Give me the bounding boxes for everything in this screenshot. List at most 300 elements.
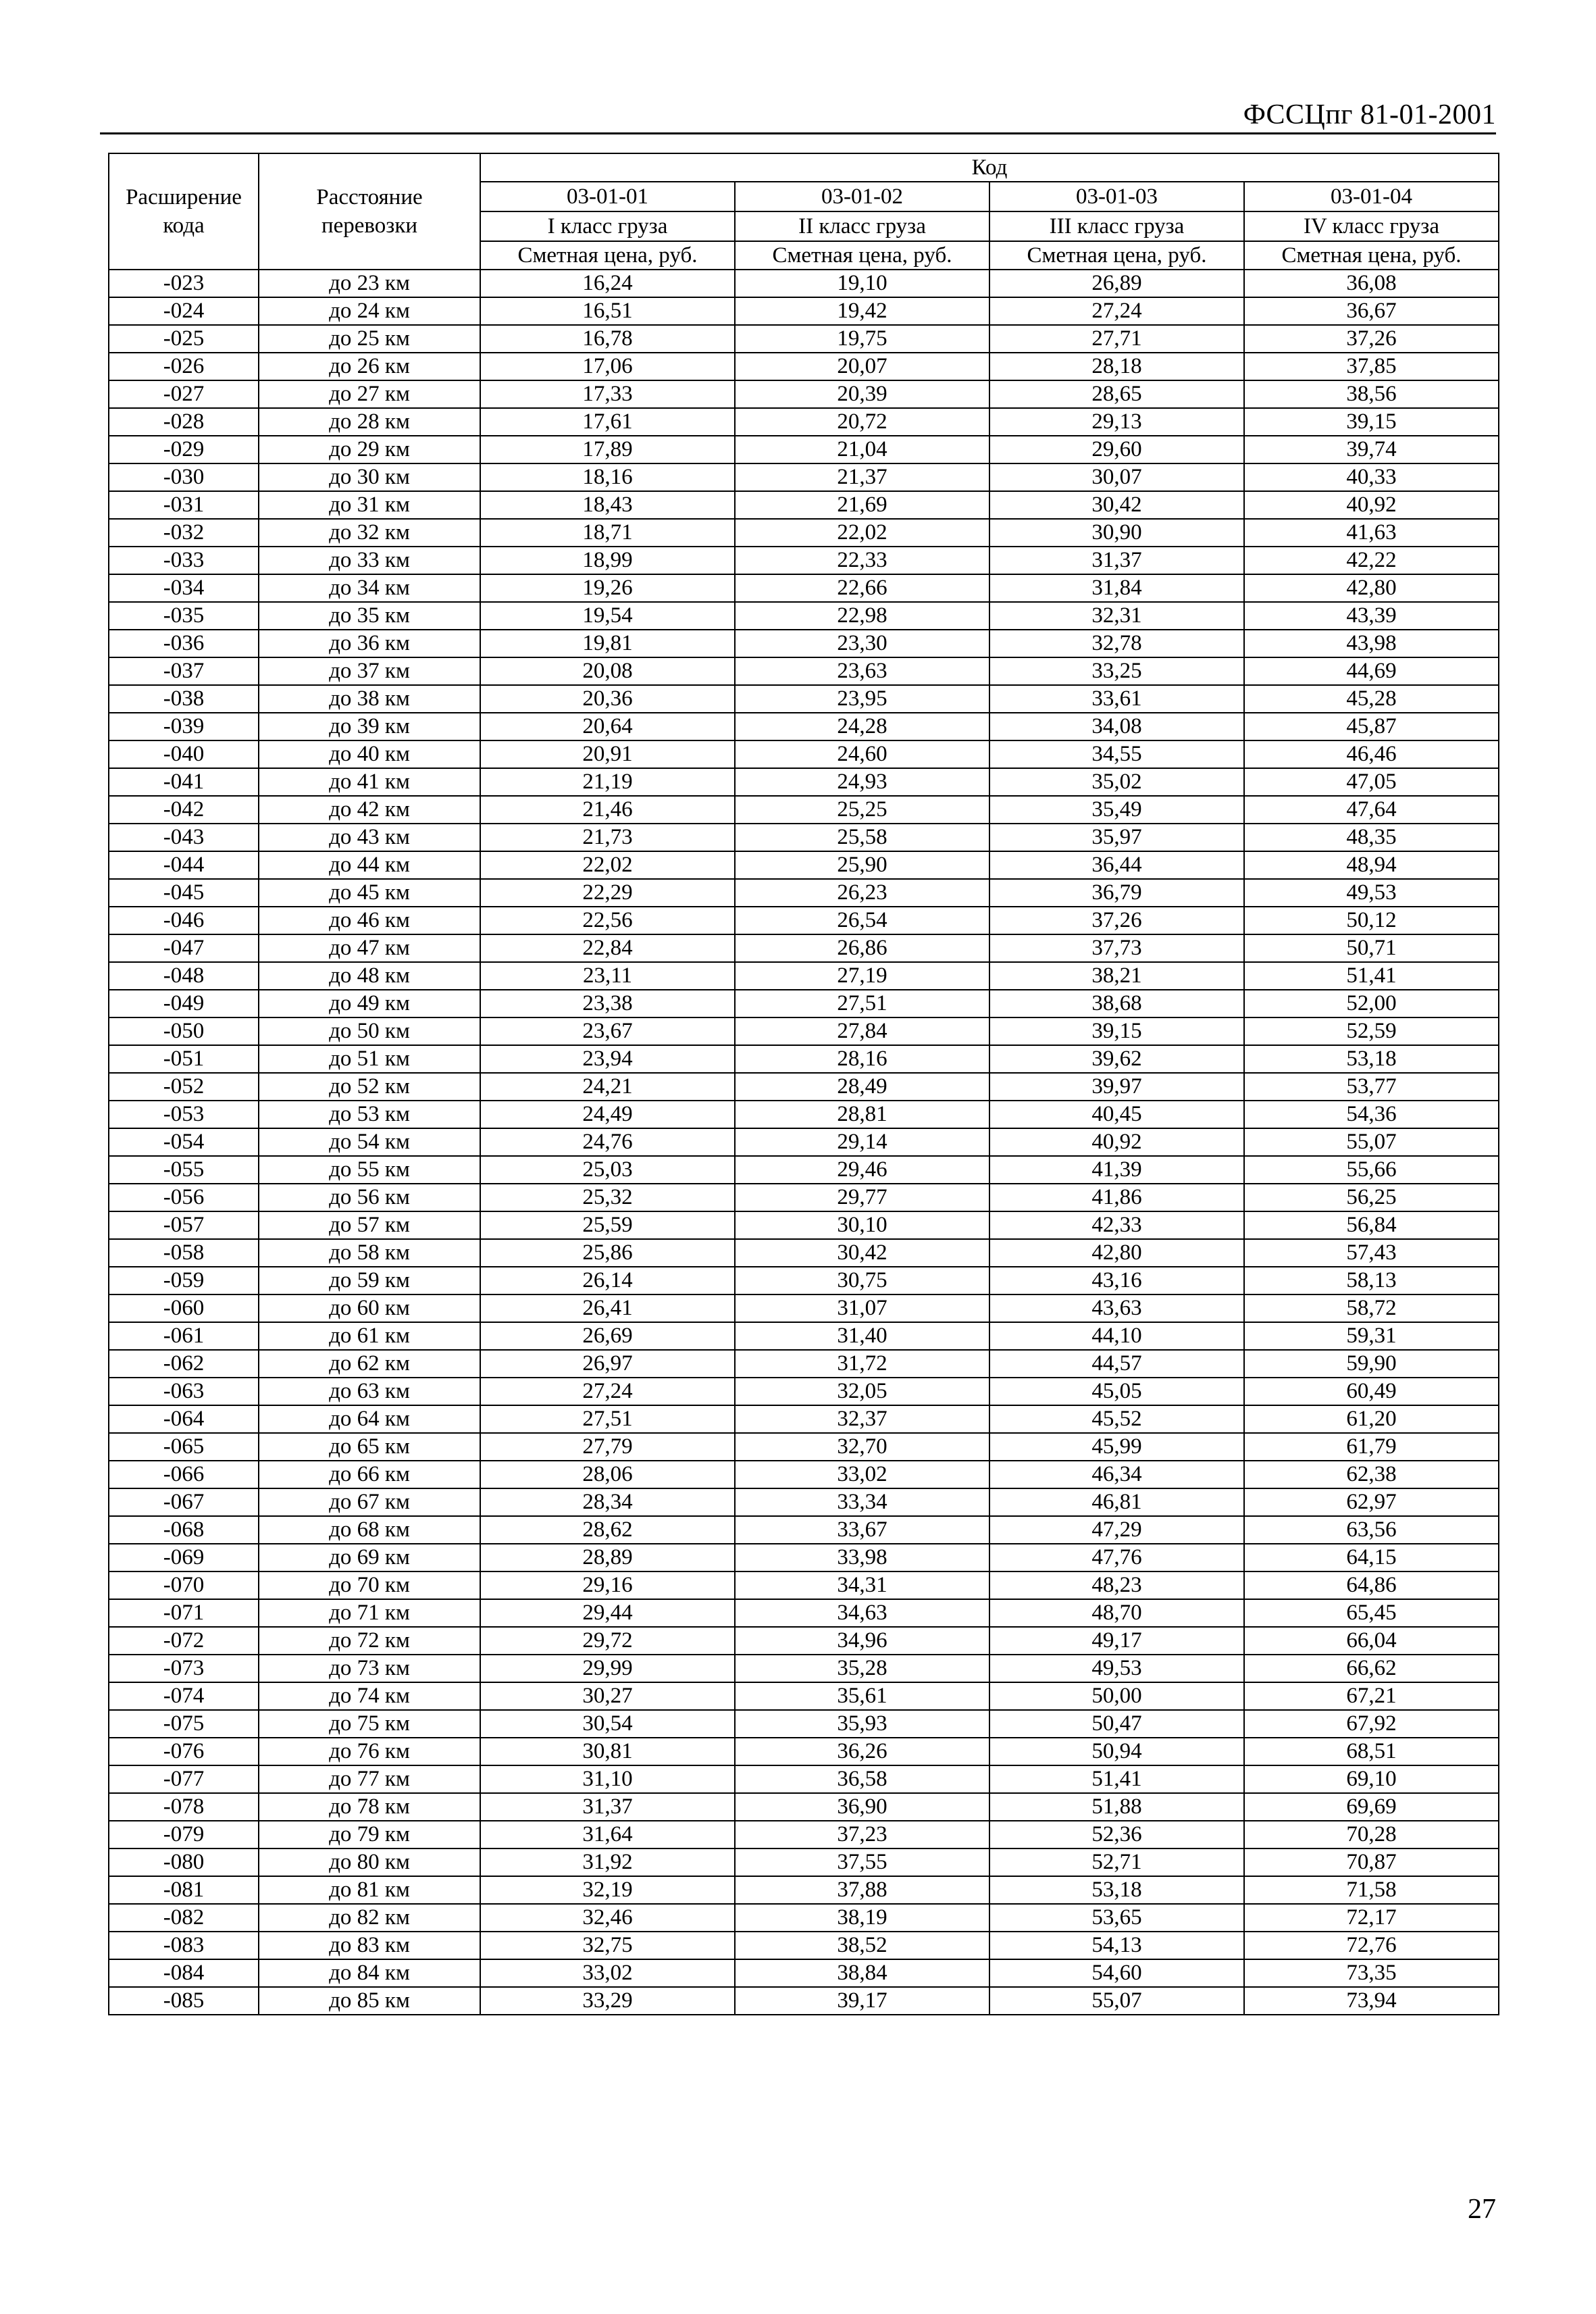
price-class-4-cell: 58,13 [1244, 1267, 1499, 1294]
price-class-3-cell: 47,76 [989, 1544, 1244, 1571]
distance-cell: до 68 км [259, 1516, 480, 1544]
table-row [109, 1017, 1499, 1045]
price-class-3-cell: 40,45 [989, 1101, 1244, 1128]
extension-code-cell: -050 [109, 1017, 259, 1045]
extension-code-cell: -085 [109, 1987, 259, 2015]
price-class-1-cell: 29,99 [480, 1655, 735, 1682]
distance-cell: до 61 км [259, 1322, 480, 1350]
extension-code-cell: -041 [109, 768, 259, 796]
table-row [109, 768, 1499, 796]
price-class-1-cell: 31,92 [480, 1848, 735, 1876]
extension-code-cell: -069 [109, 1544, 259, 1571]
extension-code-cell: -083 [109, 1932, 259, 1959]
price-class-1-cell: 28,34 [480, 1488, 735, 1516]
extension-code-cell: -079 [109, 1821, 259, 1848]
price-class-1-cell: 31,37 [480, 1793, 735, 1821]
price-class-3-cell: 32,78 [989, 630, 1244, 657]
distance-cell: до 69 км [259, 1544, 480, 1571]
price-class-3-cell: 45,52 [989, 1405, 1244, 1433]
price-class-3-cell: 36,44 [989, 851, 1244, 879]
table-row [109, 657, 1499, 685]
price-class-4-cell: 61,79 [1244, 1433, 1499, 1461]
price-class-2-cell: 32,70 [735, 1433, 989, 1461]
table-header [109, 153, 1499, 270]
extension-code-cell: -071 [109, 1599, 259, 1627]
code-header: 03-01-01 [480, 182, 735, 211]
price-class-1-cell: 31,10 [480, 1765, 735, 1793]
price-class-3-cell: 46,81 [989, 1488, 1244, 1516]
extension-code-cell: -034 [109, 574, 259, 602]
price-class-3-cell: 55,07 [989, 1987, 1244, 2015]
price-class-3-cell: 45,05 [989, 1378, 1244, 1405]
table-row [109, 630, 1499, 657]
table-row [109, 408, 1499, 436]
distance-cell: до 51 км [259, 1045, 480, 1073]
price-class-2-cell: 20,39 [735, 380, 989, 408]
price-class-1-cell: 19,26 [480, 574, 735, 602]
extension-code-cell: -065 [109, 1433, 259, 1461]
distance-cell: до 32 км [259, 519, 480, 547]
price-class-1-cell: 30,27 [480, 1682, 735, 1710]
price-class-1-cell: 25,32 [480, 1184, 735, 1211]
table-row [109, 1738, 1499, 1765]
extension-code-cell: -044 [109, 851, 259, 879]
price-class-2-cell: 26,86 [735, 934, 989, 962]
extension-code-cell: -060 [109, 1294, 259, 1322]
distance-cell: до 37 км [259, 657, 480, 685]
price-class-3-cell: 54,13 [989, 1932, 1244, 1959]
price-class-4-cell: 38,56 [1244, 380, 1499, 408]
table-row [109, 1599, 1499, 1627]
price-class-4-cell: 43,39 [1244, 602, 1499, 630]
price-class-2-cell: 31,72 [735, 1350, 989, 1378]
extension-code-cell: -051 [109, 1045, 259, 1073]
price-class-4-cell: 66,04 [1244, 1627, 1499, 1655]
price-class-2-cell: 28,49 [735, 1073, 989, 1101]
price-class-2-cell: 22,98 [735, 602, 989, 630]
price-class-1-cell: 27,24 [480, 1378, 735, 1405]
table-row [109, 1405, 1499, 1433]
extension-code-cell: -043 [109, 824, 259, 851]
price-class-4-cell: 49,53 [1244, 879, 1499, 907]
price-class-3-cell: 30,07 [989, 463, 1244, 491]
price-class-3-cell: 52,71 [989, 1848, 1244, 1876]
code-group-header: Код [480, 153, 1499, 182]
price-class-3-cell: 51,41 [989, 1765, 1244, 1793]
price-class-4-cell: 51,41 [1244, 962, 1499, 990]
price-class-4-cell: 53,77 [1244, 1073, 1499, 1101]
distance-cell: до 49 км [259, 990, 480, 1017]
price-class-3-cell: 53,18 [989, 1876, 1244, 1904]
price-class-2-cell: 30,42 [735, 1239, 989, 1267]
price-class-3-cell: 53,65 [989, 1904, 1244, 1932]
price-class-3-cell: 34,08 [989, 713, 1244, 740]
price-class-3-cell: 37,73 [989, 934, 1244, 962]
price-class-3-cell: 54,60 [989, 1959, 1244, 1987]
distance-cell: до 33 км [259, 547, 480, 574]
distance-cell: до 66 км [259, 1461, 480, 1488]
distance-cell: до 45 км [259, 879, 480, 907]
extension-code-cell: -023 [109, 270, 259, 297]
price-class-4-cell: 57,43 [1244, 1239, 1499, 1267]
extension-code-cell: -062 [109, 1350, 259, 1378]
price-class-3-cell: 39,62 [989, 1045, 1244, 1073]
table-row [109, 1876, 1499, 1904]
price-class-4-cell: 48,35 [1244, 824, 1499, 851]
price-class-4-cell: 59,90 [1244, 1350, 1499, 1378]
distance-cell: до 72 км [259, 1627, 480, 1655]
extension-code-cell: -053 [109, 1101, 259, 1128]
price-class-3-cell: 35,49 [989, 796, 1244, 824]
price-class-2-cell: 27,84 [735, 1017, 989, 1045]
price-class-2-cell: 20,72 [735, 408, 989, 436]
price-class-4-cell: 44,69 [1244, 657, 1499, 685]
price-class-1-cell: 29,16 [480, 1571, 735, 1599]
price-class-3-cell: 46,34 [989, 1461, 1244, 1488]
table-row [109, 1987, 1499, 2015]
price-class-3-cell: 43,16 [989, 1267, 1244, 1294]
extension-code-cell: -037 [109, 657, 259, 685]
table-row [109, 547, 1499, 574]
table-row [109, 270, 1499, 297]
price-class-4-cell: 52,59 [1244, 1017, 1499, 1045]
price-class-1-cell: 22,84 [480, 934, 735, 962]
table-row [109, 602, 1499, 630]
extension-code-cell: -031 [109, 491, 259, 519]
price-class-2-cell: 31,07 [735, 1294, 989, 1322]
distance-cell: до 38 км [259, 685, 480, 713]
distance-cell: до 60 км [259, 1294, 480, 1322]
table-row [109, 796, 1499, 824]
price-class-4-cell: 64,86 [1244, 1571, 1499, 1599]
price-class-3-cell: 33,61 [989, 685, 1244, 713]
price-class-2-cell: 36,58 [735, 1765, 989, 1793]
table-row [109, 574, 1499, 602]
extension-code-cell: -061 [109, 1322, 259, 1350]
distance-cell: до 84 км [259, 1959, 480, 1987]
price-class-2-cell: 22,66 [735, 574, 989, 602]
price-class-4-cell: 39,74 [1244, 436, 1499, 463]
price-class-4-cell: 56,84 [1244, 1211, 1499, 1239]
extension-code-cell: -036 [109, 630, 259, 657]
price-class-2-cell: 28,81 [735, 1101, 989, 1128]
price-class-4-cell: 36,67 [1244, 297, 1499, 325]
price-class-1-cell: 19,81 [480, 630, 735, 657]
price-class-1-cell: 31,64 [480, 1821, 735, 1848]
price-class-2-cell: 34,63 [735, 1599, 989, 1627]
price-class-1-cell: 33,29 [480, 1987, 735, 2015]
table-row [109, 1488, 1499, 1516]
price-table [108, 153, 1499, 2015]
price-class-4-cell: 60,49 [1244, 1378, 1499, 1405]
price-class-4-cell: 73,94 [1244, 1987, 1499, 2015]
code-header: 03-01-03 [989, 182, 1244, 211]
distance-header-line1: Расстояние [316, 185, 423, 209]
price-class-2-cell: 26,23 [735, 879, 989, 907]
price-class-1-cell: 26,41 [480, 1294, 735, 1322]
price-class-1-cell: 23,67 [480, 1017, 735, 1045]
extension-code-cell: -049 [109, 990, 259, 1017]
page-number: 27 [1468, 2194, 1496, 2225]
table-row [109, 740, 1499, 768]
table-row [109, 463, 1499, 491]
price-class-1-cell: 26,69 [480, 1322, 735, 1350]
price-class-2-cell: 30,75 [735, 1267, 989, 1294]
header-rule [100, 132, 1496, 134]
price-class-2-cell: 28,16 [735, 1045, 989, 1073]
distance-cell: до 40 км [259, 740, 480, 768]
price-class-3-cell: 42,80 [989, 1239, 1244, 1267]
extension-code-cell: -066 [109, 1461, 259, 1488]
price-class-2-cell: 39,17 [735, 1987, 989, 2015]
table-row [109, 1128, 1499, 1156]
table-row [109, 380, 1499, 408]
extension-code-cell: -074 [109, 1682, 259, 1710]
price-class-3-cell: 52,36 [989, 1821, 1244, 1848]
table-row [109, 491, 1499, 519]
price-class-3-cell: 31,37 [989, 547, 1244, 574]
price-class-4-cell: 66,62 [1244, 1655, 1499, 1682]
distance-cell: до 42 км [259, 796, 480, 824]
price-class-1-cell: 23,38 [480, 990, 735, 1017]
price-class-4-cell: 73,35 [1244, 1959, 1499, 1987]
table-row [109, 1294, 1499, 1322]
extension-code-cell: -026 [109, 353, 259, 380]
table-body [109, 270, 1499, 2015]
distance-cell: до 23 км [259, 270, 480, 297]
price-class-3-cell: 37,26 [989, 907, 1244, 934]
price-class-2-cell: 35,28 [735, 1655, 989, 1682]
table-row [109, 297, 1499, 325]
price-class-2-cell: 25,25 [735, 796, 989, 824]
extension-header-line2: кода [163, 213, 205, 238]
price-class-3-cell: 45,99 [989, 1433, 1244, 1461]
distance-cell: до 27 км [259, 380, 480, 408]
price-class-1-cell: 18,99 [480, 547, 735, 574]
price-class-1-cell: 17,89 [480, 436, 735, 463]
distance-cell: до 29 км [259, 436, 480, 463]
table-row [109, 1544, 1499, 1571]
distance-cell: до 62 км [259, 1350, 480, 1378]
distance-cell: до 83 км [259, 1932, 480, 1959]
extension-code-cell: -077 [109, 1765, 259, 1793]
table-row [109, 519, 1499, 547]
price-class-1-cell: 17,61 [480, 408, 735, 436]
price-class-2-cell: 24,93 [735, 768, 989, 796]
price-class-2-cell: 29,77 [735, 1184, 989, 1211]
price-class-3-cell: 30,90 [989, 519, 1244, 547]
price-class-2-cell: 32,05 [735, 1378, 989, 1405]
price-class-2-cell: 27,51 [735, 990, 989, 1017]
price-class-3-cell: 29,13 [989, 408, 1244, 436]
price-class-4-cell: 41,63 [1244, 519, 1499, 547]
price-table-container [108, 153, 1498, 2015]
price-class-3-cell: 38,21 [989, 962, 1244, 990]
price-class-3-cell: 49,53 [989, 1655, 1244, 1682]
distance-cell: до 73 км [259, 1655, 480, 1682]
table-row [109, 685, 1499, 713]
price-class-3-cell: 31,84 [989, 574, 1244, 602]
code-header: 03-01-02 [735, 182, 989, 211]
price-class-4-cell: 45,28 [1244, 685, 1499, 713]
price-class-3-cell: 27,24 [989, 297, 1244, 325]
price-class-1-cell: 21,46 [480, 796, 735, 824]
extension-code-cell: -058 [109, 1239, 259, 1267]
table-row [109, 990, 1499, 1017]
table-row [109, 1378, 1499, 1405]
table-row [109, 1793, 1499, 1821]
price-class-2-cell: 22,33 [735, 547, 989, 574]
distance-cell: до 41 км [259, 768, 480, 796]
price-class-1-cell: 24,49 [480, 1101, 735, 1128]
price-class-4-cell: 55,07 [1244, 1128, 1499, 1156]
distance-cell: до 81 км [259, 1876, 480, 1904]
price-class-4-cell: 42,80 [1244, 574, 1499, 602]
price-class-4-cell: 46,46 [1244, 740, 1499, 768]
price-class-3-cell: 28,65 [989, 380, 1244, 408]
cargo-class-header: III класс груза [989, 211, 1244, 241]
extension-code-cell: -029 [109, 436, 259, 463]
price-class-3-cell: 38,68 [989, 990, 1244, 1017]
distance-cell: до 50 км [259, 1017, 480, 1045]
price-class-4-cell: 39,15 [1244, 408, 1499, 436]
price-class-2-cell: 25,58 [735, 824, 989, 851]
price-class-1-cell: 28,62 [480, 1516, 735, 1544]
price-class-3-cell: 44,57 [989, 1350, 1244, 1378]
price-class-1-cell: 20,91 [480, 740, 735, 768]
price-class-2-cell: 37,23 [735, 1821, 989, 1848]
extension-code-cell: -042 [109, 796, 259, 824]
price-class-3-cell: 32,31 [989, 602, 1244, 630]
price-class-4-cell: 72,76 [1244, 1932, 1499, 1959]
price-class-1-cell: 24,21 [480, 1073, 735, 1101]
extension-code-cell: -027 [109, 380, 259, 408]
extension-code-cell: -047 [109, 934, 259, 962]
price-class-4-cell: 69,10 [1244, 1765, 1499, 1793]
extension-code-cell: -081 [109, 1876, 259, 1904]
table-row [109, 851, 1499, 879]
price-class-1-cell: 16,51 [480, 297, 735, 325]
price-class-1-cell: 33,02 [480, 1959, 735, 1987]
table-row [109, 1848, 1499, 1876]
price-class-3-cell: 30,42 [989, 491, 1244, 519]
distance-cell: до 70 км [259, 1571, 480, 1599]
price-class-1-cell: 28,06 [480, 1461, 735, 1488]
document-header: ФССЦпг 81-01-2001 [1243, 99, 1496, 130]
distance-header-line2: перевозки [321, 213, 418, 238]
price-class-1-cell: 28,89 [480, 1544, 735, 1571]
table-row [109, 1461, 1499, 1488]
table-row [109, 325, 1499, 353]
price-class-1-cell: 30,54 [480, 1710, 735, 1738]
price-class-3-cell: 48,70 [989, 1599, 1244, 1627]
price-unit-header: Сметная цена, руб. [735, 241, 989, 270]
price-unit-header: Сметная цена, руб. [989, 241, 1244, 270]
price-class-1-cell: 21,19 [480, 768, 735, 796]
extension-code-cell: -028 [109, 408, 259, 436]
price-class-3-cell: 26,89 [989, 270, 1244, 297]
distance-cell: до 67 км [259, 1488, 480, 1516]
distance-cell: до 30 км [259, 463, 480, 491]
distance-cell: до 46 км [259, 907, 480, 934]
extension-code-cell: -033 [109, 547, 259, 574]
table-row [109, 1516, 1499, 1544]
extension-code-cell: -059 [109, 1267, 259, 1294]
table-row [109, 1322, 1499, 1350]
price-class-2-cell: 34,31 [735, 1571, 989, 1599]
table-row [109, 1239, 1499, 1267]
price-class-1-cell: 16,24 [480, 270, 735, 297]
price-class-4-cell: 47,05 [1244, 768, 1499, 796]
price-class-1-cell: 27,51 [480, 1405, 735, 1433]
table-row [109, 1710, 1499, 1738]
price-class-4-cell: 64,15 [1244, 1544, 1499, 1571]
table-row [109, 1932, 1499, 1959]
price-class-2-cell: 38,84 [735, 1959, 989, 1987]
cargo-class-header: I класс груза [480, 211, 735, 241]
price-class-4-cell: 45,87 [1244, 713, 1499, 740]
price-class-1-cell: 27,79 [480, 1433, 735, 1461]
price-class-1-cell: 18,71 [480, 519, 735, 547]
price-class-2-cell: 33,67 [735, 1516, 989, 1544]
price-class-3-cell: 40,92 [989, 1128, 1244, 1156]
price-class-1-cell: 25,03 [480, 1156, 735, 1184]
extension-code-cell: -038 [109, 685, 259, 713]
table-row [109, 934, 1499, 962]
price-class-4-cell: 47,64 [1244, 796, 1499, 824]
price-class-1-cell: 24,76 [480, 1128, 735, 1156]
distance-cell: до 85 км [259, 1987, 480, 2015]
distance-cell: до 48 км [259, 962, 480, 990]
price-class-2-cell: 29,46 [735, 1156, 989, 1184]
price-class-3-cell: 36,79 [989, 879, 1244, 907]
price-class-2-cell: 23,30 [735, 630, 989, 657]
distance-cell: до 25 км [259, 325, 480, 353]
distance-cell: до 43 км [259, 824, 480, 851]
price-class-3-cell: 35,97 [989, 824, 1244, 851]
table-row [109, 1184, 1499, 1211]
table-row [109, 713, 1499, 740]
distance-cell: до 52 км [259, 1073, 480, 1101]
distance-cell: до 34 км [259, 574, 480, 602]
price-class-2-cell: 21,69 [735, 491, 989, 519]
price-class-3-cell: 50,00 [989, 1682, 1244, 1710]
extension-code-cell: -054 [109, 1128, 259, 1156]
price-class-4-cell: 69,69 [1244, 1793, 1499, 1821]
distance-column-header [259, 153, 480, 270]
price-class-3-cell: 44,10 [989, 1322, 1244, 1350]
price-class-2-cell: 33,02 [735, 1461, 989, 1488]
distance-cell: до 77 км [259, 1765, 480, 1793]
price-class-4-cell: 62,97 [1244, 1488, 1499, 1516]
price-class-2-cell: 36,90 [735, 1793, 989, 1821]
price-class-4-cell: 71,58 [1244, 1876, 1499, 1904]
extension-code-cell: -068 [109, 1516, 259, 1544]
price-class-4-cell: 43,98 [1244, 630, 1499, 657]
price-class-4-cell: 62,38 [1244, 1461, 1499, 1488]
distance-cell: до 76 км [259, 1738, 480, 1765]
price-class-4-cell: 63,56 [1244, 1516, 1499, 1544]
price-unit-header: Сметная цена, руб. [1244, 241, 1499, 270]
distance-cell: до 55 км [259, 1156, 480, 1184]
table-row [109, 1655, 1499, 1682]
price-class-4-cell: 67,92 [1244, 1710, 1499, 1738]
extension-code-cell: -024 [109, 297, 259, 325]
price-class-1-cell: 16,78 [480, 325, 735, 353]
price-class-4-cell: 67,21 [1244, 1682, 1499, 1710]
price-class-4-cell: 36,08 [1244, 270, 1499, 297]
price-class-3-cell: 42,33 [989, 1211, 1244, 1239]
